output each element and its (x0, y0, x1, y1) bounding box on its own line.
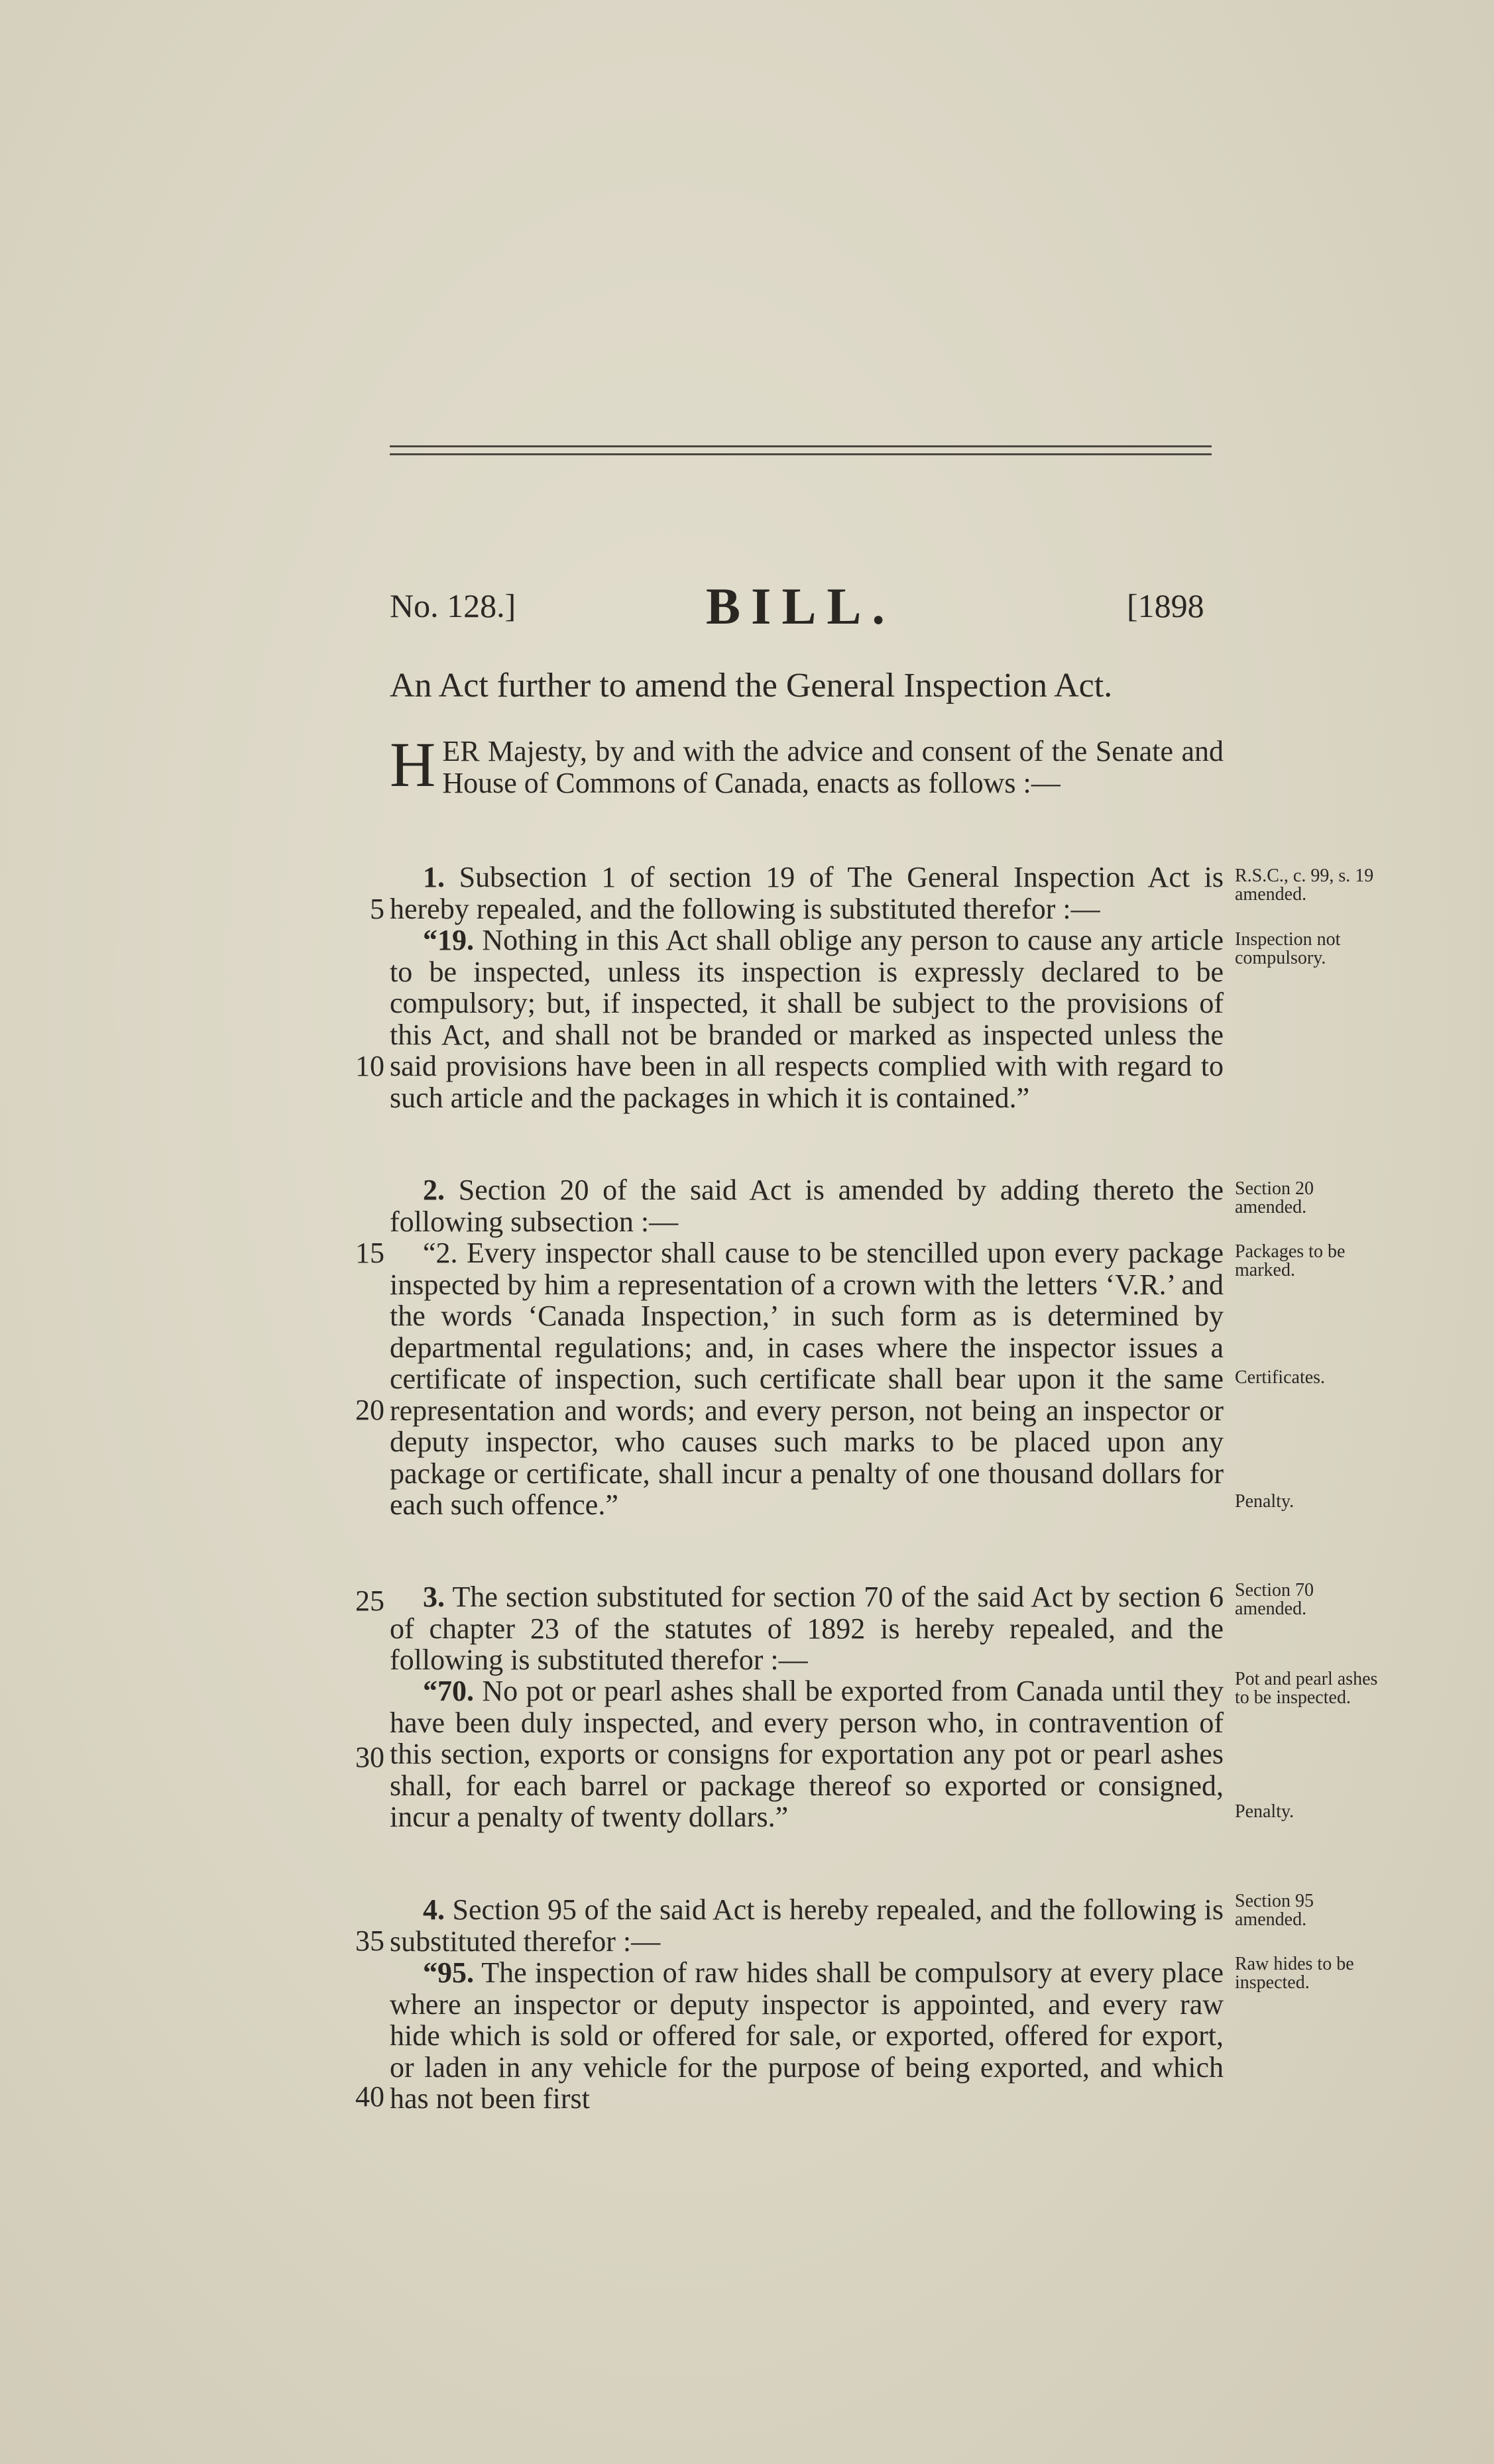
line-number: 30 (355, 1741, 384, 1773)
line-number: 15 (355, 1237, 384, 1269)
section-text: Subsection 1 of section 19 of The General Inspection Act is hereby repealed, and the following is substituted therefor :— (390, 861, 1224, 925)
margin-note-section-70: Section 70 amended. (1235, 1580, 1314, 1619)
act-title: An Act further to amend the General Inspection Act. (390, 667, 1113, 704)
section-text: Section 20 of the said Act is amended by adding thereto the following subsection :— (390, 1174, 1224, 1238)
section-number: 1. (423, 861, 445, 893)
quoted-text: Nothing in this Act shall oblige any person to cause any article to be inspected, unless its inspection is expressly declared to be compulsory; but, if inspected, it shall be subject to the provisions of this Act, and shall not be branded or marked as inspected unless the said provisions have been in all respects complied with with regard to such article and the packages in which it is contained.” (390, 924, 1224, 1114)
margin-note-penalty-2: Penalty. (1235, 1801, 1294, 1822)
quoted-section-number: “19. (423, 924, 474, 956)
enacting-text: ER Majesty, by and with the advice and consent of the Senate and House of Commons of Canada, enacts as follows :— (442, 735, 1224, 799)
section-3 (390, 1581, 1224, 1676)
quoted-section-number: “95. (423, 1956, 474, 1989)
bill-title: BILL. (706, 577, 895, 635)
section-3-quote (390, 1675, 1224, 1833)
double-rule-bottom (390, 453, 1212, 455)
quoted-section-number: “70. (423, 1675, 474, 1707)
margin-note-pot-pearl-ashes: Pot and pearl ashes to be inspected. (1235, 1669, 1378, 1708)
margin-note-penalty: Penalty. (1235, 1491, 1294, 1512)
bill-number: No. 128.] (390, 587, 516, 624)
section-1-quote (390, 924, 1224, 1113)
bill-year: [1898 (1127, 587, 1204, 624)
margin-note-section-95: Section 95 amended. (1235, 1891, 1314, 1930)
line-number: 40 (355, 2080, 384, 2113)
section-number: 3. (423, 1581, 445, 1613)
section-2 (390, 1174, 1224, 1237)
margin-note-section-20: Section 20 amended. (1235, 1178, 1314, 1217)
quoted-text: No pot or pearl ashes shall be exported from Canada until they have been duly inspected, and every person who, in contravention of this section, exports or consigns for exportation any pot or pearl ashes shall, for each barrel or package thereof so exported or consigned, incur a penalty of twenty dollars.” (390, 1675, 1224, 1833)
section-text: Section 95 of the said Act is hereby repealed, and the following is substituted therefor :— (390, 1893, 1224, 1958)
line-number: 20 (355, 1394, 384, 1426)
margin-note-packages-marked: Packages to be marked. (1235, 1241, 1346, 1280)
section-number: 2. (423, 1174, 445, 1206)
section-4 (390, 1894, 1224, 1957)
margin-note-rsc: R.S.C., c. 99, s. 19 amended. (1235, 866, 1374, 905)
line-number: 10 (355, 1050, 384, 1082)
section-2-quote (390, 1237, 1224, 1521)
quoted-text: “2. Every inspector shall cause to be stencilled upon every package inspected by him a representation of a crown with the letters ‘V.R.’ and the words ‘Canada Inspection,’ in such form as is determined by departmental regulations; and, in cases where the inspector issues a certificate of inspection, such certificate shall bear upon it the same representation and words; and every person, not being an inspector or deputy inspector, who causes such marks to be placed upon any package or certificate, shall incur a penalty of one thousand dollars for each such offence.” (390, 1237, 1224, 1521)
line-number: 25 (355, 1585, 384, 1617)
quoted-text: The inspection of raw hides shall be compulsory at every place where an inspector or deputy inspector is appointed, and every raw hide which is sold or offered for sale, or exported, offered for export, or laden in any vehicle for the purpose of being exported, and which has not been first (390, 1956, 1224, 2115)
section-1 (390, 862, 1224, 924)
line-number: 35 (355, 1925, 384, 1957)
margin-note-raw-hides: Raw hides to be inspected. (1235, 1954, 1354, 1993)
drop-cap: H (390, 729, 436, 800)
section-number: 4. (423, 1893, 445, 1926)
double-rule-top (390, 445, 1212, 447)
margin-note-certificates: Certificates. (1235, 1367, 1326, 1388)
section-text: The section substituted for section 70 of the said Act by section 6 of chapter 23 of the statutes of 1892 is hereby repealed, and the following is substituted therefor :— (390, 1581, 1224, 1676)
line-number: 5 (370, 893, 384, 925)
enacting-clause (390, 729, 1224, 800)
section-4-quote (390, 1957, 1224, 2115)
margin-note-inspection-not-compulsory: Inspection not compulsory. (1235, 929, 1341, 968)
